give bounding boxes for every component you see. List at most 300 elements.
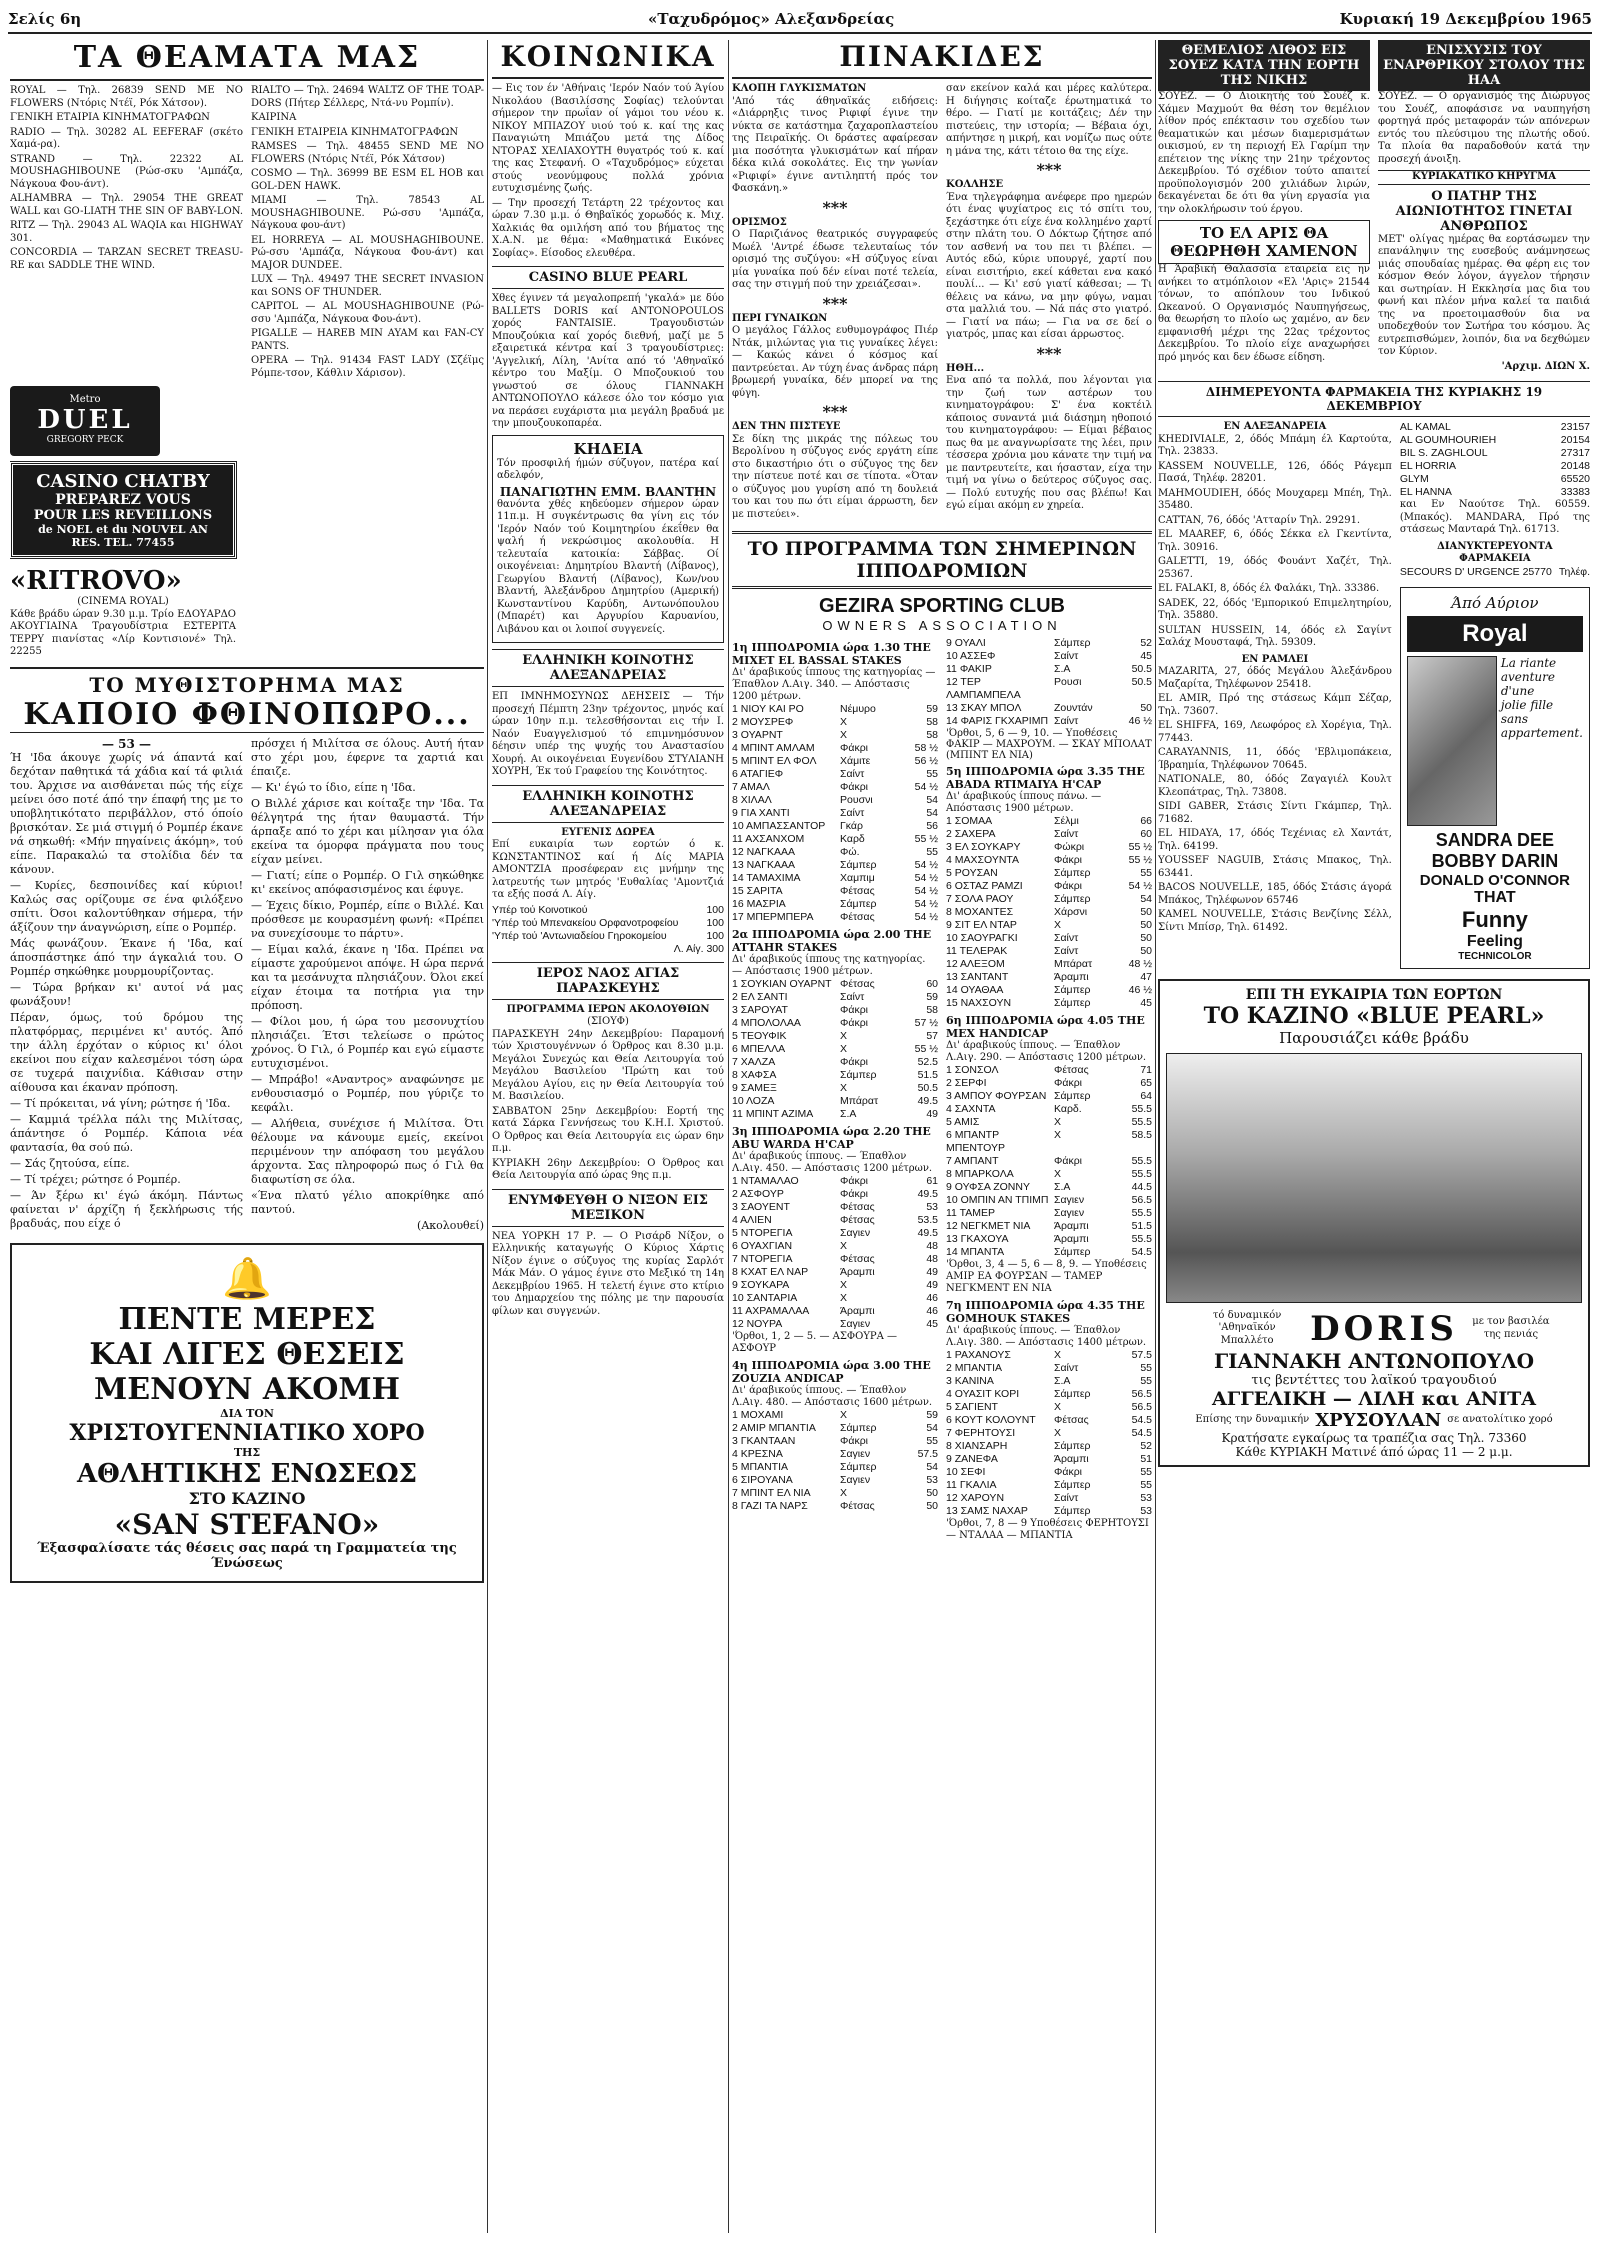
race-entry: 4 ΜΠΙΝΤ ΑΜΛΑΜ Φάκρι 58 ½ [732, 742, 938, 754]
race-entry: 8 ΧΙΑΝΣΑΡΗ Σάμπερ 52 [946, 1440, 1152, 1452]
race-entry: 9 ΣΟΥΚΑΡΑ Χ 49 [732, 1279, 938, 1291]
news-fleet-text: ΣΟΥΕΖ. — Ο οργανισμός της Διώρυγος του Σουέζ, αποφάσισε να ναυπηγήση φορτηγά πρός μεταφοράν τών απόνερων εντός του πλεύσιμου της πλωτής οδού. Τα πλοία θα παραδοθούν κατά την προσεχή άνοιξη. [1378, 91, 1590, 165]
bp-doris-post: με τον βασιλέα της πενιάς [1472, 1316, 1550, 1340]
pharmacy-emergency-label: ΔΙΑΝΥΚΤΕΡΕΥΟΝΤΑ ΦΑΡΜΑΚΕΙΑ [1437, 540, 1553, 564]
casino-ad-line: PREPAREZ VOUS [55, 492, 191, 508]
race-entry: 14 ΜΠΑΝΤΑ Σάμπερ 54.5 [946, 1246, 1152, 1258]
pharmacy-entry: KASSEM NOUVELLE, 126, όδός Ράγεμπ Πασά, Τηλέφ. 28201. [1158, 460, 1392, 484]
dance-ad-line: ΤΗΣ [233, 1445, 261, 1459]
pharmacy-ramleh-label: ΕΝ ΡΑΜΛΕΙ [1241, 653, 1309, 665]
race-entry: 2 ΕΛ ΣΑΝΤΙ Σαίντ 59 [732, 991, 938, 1003]
novel-paragraph: — Τί τρέχει; ρώτησε ό Ρομπέρ. [10, 1172, 181, 1186]
casino-ad-line: CASINO CHATBY [36, 471, 210, 492]
cinema-entry: ΓΕΝΙΚΗ ΕΤΑΙΡΙΑ ΚΙΝΗΜΑΤΟΓΡΑΦΩΝ [10, 112, 210, 123]
film-tagline-line: aventure [1500, 669, 1555, 684]
issue-date: Κυριακή 19 Δεκεμβρίου 1965 [1339, 10, 1592, 28]
cinema-entry: RIALTO — Τηλ. 24694 WALTZ OF THE TOAP-DORS (Πήτερ Σέλλερς, Ντά-νυ Ρομπίν). [251, 85, 484, 109]
social-lecture: — Την προσεχή Τετάρτη 22 τρέχοντος και ώραν 7.30 μ.μ. ό Θηβαϊκός χορωδός κ. Μιχ. Χαλκιάς θα ομιλήση από του βήματος της Χ.Α.Ν. με θέμα: «Μαθηματικά Εικόνες Σοφίας». Είσοδος ελευθέρα. [492, 197, 724, 259]
pharmacy-row: EL HANNA 33383 [1399, 486, 1590, 498]
sermon-signature: 'Αρχιμ. ΔΙΩΝ Χ. [1501, 360, 1590, 372]
race-entry: 8 ΧΙΛΑΛ Ρουσνι 54 [732, 794, 938, 806]
race-entry: 1 ΣΟΥΚΙΑΝ ΟΥΑΡΝΤ Φέτσας 60 [732, 978, 938, 990]
royal-film-ad [1400, 587, 1590, 969]
dance-ad-line: «SAN STEFANO» [114, 1507, 380, 1541]
film-stars [1407, 830, 1583, 962]
pharmacy-right-note: και Εν Ναούτσε Τηλ. 60559. (Μπακός). MANDARA, Πρό της στάσεως Μανταρά Τηλ. 61713. [1399, 499, 1590, 535]
bp-doris: DORIS [1310, 1308, 1458, 1349]
race-entry: 12 ΑΛΕΞΟΜ Μπάρατ 48 ½ [946, 958, 1152, 970]
race-entry: 4 ΣΑΧΝΤΑ Καρδ. 55.5 [946, 1103, 1152, 1115]
novel-paragraph: — Γιατί; είπε ο Ρομπέρ. Ο Γιλ σηκώθηκε κι' εκείνος απόφασισμένος και έφυγε. [251, 868, 484, 896]
novel-paragraph: — Φίλοι μου, ή ώρα του μεσονυχτίου πλησιάζει. Έτσι τελείωσε ο πρώτος χρόνος. Ό Γιλ, ό Ρομπέρ και εγώ είμαστε ευτυχισμένοι. [251, 1014, 484, 1070]
bell-icon: 🔔 [222, 1255, 272, 1302]
news-aris-text: Η Άραβική Θαλασσία εταιρεία εις ην ανήκει το ατμόπλοιον «Ελ 'Αρις» 21544 τόνων, το απόπλουν του Ινδικού Ωκεανού. Ο Οργανισμός Ναυπηγήσεως, θα θεωρήση το πλοίο ως χαμένο, αν δεν εμφανισθή μέχρι της 22ας τρέχοντος Δεκεμβρίου. Το πλοίο είχε αναχωρήσει πρό μηνός και δεν έδωσε είδηση. [1158, 264, 1370, 363]
club-name: GEZIRA SPORTING CLUB [819, 595, 1065, 617]
race-entry: 9 ΣΑΜΕΞ Χ 50.5 [732, 1082, 938, 1094]
column-notes: ΠΙΝΑΚΙΔΕΣ ΚΛΟΠΗ ΓΛΥΚΙΣΜΑΤΩΝ 'Από τάς άθηναϊκάς ειδήσεις: «Διάρρηξις τινος Ριφιφί έγινε την νύκτα σε κατάστημα ζαχαροπλαστείου της Πειραϊκής. Οι δράστες αφαίρεσαν μια ποσότητα γλυκισμάτων καί πήραν δέκα κιλά σοκολάτες. Εις την γωνίαν «Ριφιφί» έγινε αντιληπτή πρός τον Φασκάνη.» *** ΟΡΙΣΜΟΣ Ο Παριζιάνος θεατρικός συγγραφεύς Μωέλ 'Αντρέ έδωσε τελευταίως τόν ορισμό της συζύγου: «Η σύζυγος είναι μία γυναίκα πού δέν είναι ποτέ τελεία, σας την στιγμή πού την χρειάζεσαι». *** ΠΕΡΙ ΓΥΝΑΙΚΩΝ Ο μεγάλος Γάλλος ευθυμογράφος Πιέρ Ντάκ, μιλώντας για τις γυναίκες λέγει: — Κακώς κάνει ό κόσμος καί παντρεύεται. Αν τύχη ένας άνδρας πάρη βρωμερή γυναίκα, δέν μπορεί να της φύγη. *** ΔΕΝ ΤΗΝ ΠΙΣΤΕΥΕ Σε δίκη της μικράς της πόλεως του Βερολίνου η σύζυγος ενός εργάτη είπε στο δικαστήριο ότι ο σύζυγος της δεν την πίστευε ποτέ και σε τίποτα. «Όταν ο σύζυγος μου γυρίση από τη δουλειά του και του πω ότι είμαι άρρωστη, δεν με πιστεύει». σαν εκείνον καλά και μέρες καλύτερα. Η διήγησις κοίταζε έρωτηματικά το θέρο. — Γιατί με κοιτάζεις; Δέν την πιστεύεις, την ιστορία; — Βέβαια όχι, απήντησε η μικρή, και νομίζω πως ούτε η μάνα της, κάτι τέτοιο θα της είχε. *** ΚΟΛΛΗΣΕ Ένα τηλεγράφημα ανέφερε προ ημερών ότι ένας ψυχίατρος εις τό σπίτι του, ξεχάστηκε ότι είχε ένα κολλημένο χαρτί στην πλάτη του. Ο Δόκτωρ ζήτησε από τον ασθενή να του πει τι βλέπει. — Αυτός εδώ, κύριε υπουργέ, χαρτί που είναι εισιτήριο, εκεί κάθεται ενα κακό πουλί... — Κι' εσύ γιατί κάθεσαι; — Τι θέλεις να κάνω, να μην φύγω, ναμαι στα μαλλιά του. — Νά πάς στο γιατρό. — Γιατί να πάω; — Για να σε δεί ο γιατρός, μπας και είσαι άρρωστος. *** ΗΘΗ... Ενα από τα πολλά, που λέγονται για την ζωή των αστέρων του κινηματογράφου: Σ' ένα κοκτέιλ κάποιος συναντά μιά διάσημη ηθοποιό του κινηματογράφου: — Είμαι βέβαιος πως θα με αναγνωρίσατε της λέει, πριν τέσσερα χρόνια μου κάνατε την τιμή να με παντρευτείτε, και ήσασταν, είχα την τιμή να γίνω ο δεύτερος σύζυγος σας. — Πολύ ευτυχής που σας βλέπω! Και εγώ είμαι ακόμη εν χηρεία. ΤΟ ΠΡΟΓΡΑΜΜΑ ΤΩΝ ΣΗΜΕΡΙΝΩΝ ΙΠΠΟΔΡΟΜΙΩΝ GEZIRA SPORTING CLUB OWNERS ASSOCIATION 1η ΙΠΠΟΔΡΟΜΙΑ ώρα 1.30 THE MIXET EL BASSAL STAKES Δι' άραβικούς ίππους της κατηγορίας — Έπαθλον Λ.Αιγ. 340. — Απόστασις 1200 μέτρων. 1 ΝΙΟΥ ΚΑΙ ΡΟ Νέμυρο 59 2 ΜΟΥΣΡΕΦ Χ 58 3 ΟΥΑΡΝΤ Χ 58 4 ΜΠΙΝΤ ΑΜΛΑΜ Φάκρι 58 ½ 5 ΜΠΙΝΤ ΕΛ ΦΟΛ Χάμιτε 56 ½ 6 ΑΤΑΓΙΕΦ Σαίντ 55 7 ΑΜΑΛ Φάκρι 54 ½ 8 ΧΙΛΑΛ Ρουσνι 54 9 ΓΙΑ ΧΑΝΤΙ Σαίντ 54 10 ΑΜΠΑΣΣΑΝΤΟΡ Γκάρ 56 11 ΑΧΣΑΝΧΟΜ Καρδ 55 ½ 12 ΝΑΓΚΑΑΑ Φώ. 55 13 ΝΑΓΚΑΑΑ Σάμπερ 54 ½ 14 ΤΑΜΑΧΙΜΑ Χαμπιμ 54 ½ 15 ΣΑΡΙΤΑ Φέτσας 54 ½ 16 ΜΑΣΡΙΑ Σάμπερ 54 ½ 17 ΜΠΕΡΜΠΕΡΑ Φέτσας 54 ½ 2α ΙΠΠΟΔΡΟΜΙΑ ώρα 2.00 THE ATTAHR STAKES Δι' άραβικούς ίππους της κατηγορίας. — Απόστασις 1900 μέτρων. 1 ΣΟΥΚΙΑΝ ΟΥΑΡΝΤ Φέτσας 60 2 ΕΛ ΣΑΝΤΙ Σαίντ 59 3 ΣΑΡΟΥΑΤ Φάκρι 58 4 ΜΠΟΛΟΛΑΑ Φάκρι 57 ½ 5 ΤΕΟΥΦΙΚ Χ 57 6 ΜΠΕΛΛΑ Χ 55 ½ 7 ΧΑΛΖΑ Φάκρι 52.5 8 ΧΑΦΣΑ Σάμπερ 51.5 9 ΣΑΜΕΞ Χ 50.5 10 ΛΟΖΑ Μπάρατ 49.5 11 ΜΠΙΝΤ ΑΖΙΜΑ Σ.Α 49 3η ΙΠΠΟΔΡΟΜΙΑ ώρα 2.20 THE ABU WARDA H'CAP Δι' άραβικούς ίππους. — Έπαθλον Λ.Αιγ. 450. — Απόστασις 1200 μέτρων. 1 ΝΤΑΜΑΛΑΟ Φάκρι 61 2 ΑΣΦΟΥΡ Φάκρι 49.5 3 ΣΑΟΥΕΝΤ Φέτσας 53 4 ΑΛΙΕΝ Φέτσας 53.5 5 ΝΤΟΡΕΓΙΑ Σαγιεν 49.5 6 ΟΥΑΧΓΙΑΝ Χ 48 7 ΝΤΟΡΕΓΙΑ Φέτσας 48 8 ΚΧΑΤ ΕΛ ΝΑΡ Άραμπι 49 9 ΣΟΥΚΑΡΑ Χ 49 10 ΣΑΝΤΑΡΙΑ Χ 46 11 ΑΧΡΑΜΑΛΑΑ Άραμπι 46 12 ΝΟΥΡΑ Σαγιεν 45 'Όρθοι, 1, 2 — 5. — ΑΣΦΟΥΡΑ — ΑΣΦΟΥΡ 4η ΙΠΠΟΔΡΟΜΙΑ ώρα 3.00 THE ZOUZIA ANDICAP Δι' άραβικούς ίππους. — Έπαθλον Λ.Αιγ. 480. — Απόστασις 1600 μέτρων. 1 ΜΟΧΑΜΙ Χ 59 2 ΑΜΙΡ ΜΠΑΝΤΙΑ Σάμπερ 54 3 ΓΚΑΝΤΑΑΝ Φάκρι 55 4 ΚΡΕΣΝΑ Σαγιεν 57.5 5 ΜΠΑΝΤΙΑ Σάμπερ 54 6 ΣΙΡΟΥΑΝΑ Σαγιεν 53 7 ΜΠΙΝΤ ΕΛ ΝΙΑ Χ 50 8 ΓΑΖΙ ΤΑ ΝΑΡΣ Φέτσας 50 9 ΟΥΑΛΙ Σάμπερ 52 10 ΑΣΣΕΦ Σαίντ 45 11 ΦΑΚΙΡ Σ.Α 50.5 12 ΤΕΡ ΛΑΜΠΑΜΠΕΛΑ Ρουσι 50.5 13 ΣΚΑΥ ΜΠΟΛ Ζουντάν 50 14 ΦΑΡΙΣ ΓΚΧΑΡΙΜΠ Σαίντ 46 ½ 'Όρθοι, 5, 6 — 9, 10. — Υποθέσεις ΦΑΚΙΡ — ΜΑΧΡΟΥΜ. — ΣΚΑΥ ΜΠΟΛΑΤ (ΜΠΙΝΤ ΕΛ ΝΙΑ) 5η ΙΠΠΟΔΡΟΜΙΑ ώρα 3.35 THE ABADA RTIMAIYA H'CAP Δι' άραβικούς ίππους πάνω. — Απόστασις 1900 μέτρων. 1 ΣΟΜΑΑ Σέλμι 66 2 ΣΑΧΕΡΑ Σαίντ 60 3 ΕΛ ΣΟΥΚΑΡΥ Φώκρι 55 ½ 4 ΜΑΧΣΟΥΝΤΑ Φάκρι 55 ½ 5 ΡΟΥΣΑΝ Σάμπερ 55 6 ΟΣΤΑΖ ΡΑΜΖΙ Φάκρι 54 ½ 7 ΣΟΛΑ ΡΑΟΥ Σάμπερ 54 8 ΜΟΧΑΝΤΕΣ Χάρσνι 50 9 ΣΙΤ ΕΛ ΝΤΑΡ Χ 50 10 ΣΑΟΥΡΑΓΚΙ Σαίντ 50 11 ΤΕΛΕΡΑΚ Σαίντ 50 12 ΑΛΕΞΟΜ Μπάρατ 48 ½ 13 ΣΑΝΤΑΝΤ Άραμπι 47 14 ΟΥΑΘΑΑ Σάμπερ 46 ½ 15 ΝΑΧΣΟΥΝ Σάμπερ 45 6η ΙΠΠΟΔΡΟΜΙΑ ώρα 4.05 THE MEX HANDICAP Δι' άραβικούς ίππους. — Έπαθλον Λ.Αιγ. 290. — Απόστασις 1200 μέτρων. 1 ΣΟΝΣΟΛ Φέτσας 71 2 ΣΕΡΦΙ Φάκρι 65 3 ΑΜΠΟΥ ΦΟΥΡΣΑΝ Σάμπερ 64 4 ΣΑΧΝΤΑ Καρδ. 55.5 5 ΑΜΙΣ Χ 55.5 6 ΜΠΑΝΤΡ ΜΠΕΝΤΟΥΡ Χ 58.5 7 ΑΜΠΑΝΤ Φάκρι 55.5 8 ΜΠΑΡΚΟΛΑ Χ 55.5 9 ΟΥΦΣΑ ΖΟΝΝΥ Σ.Α 44.5 10 ΟΜΠΙΝ ΑΝ ΤΠΙΜΠ Σαγιεν 56.5 11 ΤΑΜΕΡ Σαγιεν 55.5 12 ΝΕΓΚΜΕΤ ΝΙΑ Άραμπι 51.5 13 ΓΚΑΧΟΥΑ Άραμπι 55.5 14 ΜΠΑΝΤΑ Σάμπερ 54.5 'Όρθοι, 3, 4 — 5, 6 — 8, 9. — Υποθέσεις ΑΜΙΡ ΕΑ ΦΟΥΡΣΑΝ — ΤΑΜΕΡ ΝΕΓΚΜΕΝΤ ΕΝ ΝΙΑ 7η ΙΠΠΟΔΡΟΜΙΑ ώρα 4.35 THE GOMHOUK STAKES Δι' άραβικούς ίππους. — Έπαθλον Λ.Αιγ. 380. — Απόστασις 1400 μέτρων. 1 ΡΑΧΑΝΟΥΣ Χ 57.5 2 ΜΠΑΝΤΙΑ Σαίντ 55 3 ΚΑΝΙΝΑ Σ.Α 55 4 ΟΥΑΣΙΤ ΚΟΡΙ Σάμπερ 56.5 5 ΣΑΓΙΕΝΤ Χ 56.5 6 ΚΟΥΤ ΚΟΛΟΥΝΤ Φέτσας 54.5 7 ΦΕΡΗΤΟΥΣΙ Χ 54.5 8 ΧΙΑΝΣΑΡΗ Σάμπερ 52 9 ΖΑΝΕΦΑ Άραμπι 51 10 ΣΕΦΙ Φάκρι 55 11 ΓΚΑΛΙΑ Σάμπερ 55 12 ΧΑΡΟΥΝ Σαίντ 53 13 ΣΑΜΣ ΝΑΧΑΡ Σάμπερ 53 'Όρθοι, 7, 8 — 9 Υποθέσεις ΦΕΡΗΤΟΥΣΙ — ΝΤΑΛΑΑ — ΜΠΑΝΤΙΑ [732, 40, 1152, 1541]
race-entry: 14 ΟΥΑΘΑΑ Σάμπερ 46 ½ [946, 984, 1152, 996]
race-entry: 6 ΚΟΥΤ ΚΟΛΟΥΝΤ Φέτσας 54.5 [946, 1414, 1152, 1426]
cinema-entry: MIAMI — Τηλ. 78543 AL MOUSHAGHIBOUNE. Ρώ-σσυ 'Αμπάζα, Νάγκουα φου-άντ) [251, 195, 484, 231]
dance-ad-line: ΠΕΝΤΕ ΜΕΡΕΣ [118, 1301, 376, 1337]
race-entry: 8 ΚΧΑΤ ΕΛ ΝΑΡ Άραμπι 49 [732, 1266, 938, 1278]
social-wedding: — Εις τον έν 'Αθήναις 'Ιερόν Ναόν τού Άγίου Νικολάου (Βασιλίσσης Σοφίας) τελούνται σήμερον την πρωΐαν οί γάμοι του νέου κ. ΝΙΚΟΥ ΜΠΙΑΖΟΥ υιού τού κ. καί της κας Παναγιώτη Μπιάζου μετά της Δίδος ΝΤΟΡΑΣ ΧΕΛΙΑΧΟΥΤΗ θυγατρός τού κ. καί της κας Στεφανή. Ο «Ταχυδρόμος» εύχεται στούς νεονύμφους πολλά χρόνια ευτυχισμένης ζωής. [492, 83, 724, 194]
race-entry: 6 ΟΥΑΧΓΙΑΝ Χ 48 [732, 1240, 938, 1252]
film-tagline-line: sans [1500, 711, 1529, 726]
cinema-entry: EL HORREYA — AL MOUSHAGHIBOUNE. Ρώ-σσυ 'Αμπάζα, Νάγκουα Φου-άντ) και MAJOR DUNDEE. [251, 234, 484, 271]
news-aris-title: ΤΟ ΕΛ ΑΡΙΣ ΘΑ ΘΕΩΡΗΘΗ ΧΑΜΕΝΟΝ [1158, 220, 1370, 264]
nixon-text: ΝΕΑ ΥΟΡΚΗ 17 Ρ. — Ο Ρισάρδ Νίξον, ο Ελληνικής καταγωγής Ο Κύριος Χάρτις Νίξον έγινε ο σύζυγος της κυρίας Σαρλότ Μάκ Μάν. Ο γάμος έγινε στο Μεξικό τη 14η Δεκεμβρίου 1965. Η τελετή έγινε στο κτίριο του Δημαρχείου της πόλης με την παρουσία φίλων και συγγενών. [492, 1230, 724, 1317]
pharmacy-entry: EL FALAKI, 8, όδός έλ Φαλάκι, Τηλ. 33386. [1158, 583, 1380, 594]
donation-row: 'Υπέρ τού 'Αντωνιαδείου Γηροκομείου 100 [492, 929, 724, 942]
cinema-entry: ALHAMBRA — Τηλ. 29054 THE GREAT WALL και GO-LIATH THE SIN OF BABY-LON. [10, 193, 243, 217]
pharmacy-title: ΔΙΗΜΕΡΕΥΟΝΤΑ ΦΑΡΜΑΚΕΙΑ ΤΗΣ ΚΥΡΙΑΚΗΣ 19 ΔΕΚΕΜΒΡΙΟΥ [1158, 381, 1590, 417]
race-entry: 14 ΦΑΡΙΣ ΓΚΧΑΡΙΜΠ Σαίντ 46 ½ [946, 715, 1152, 727]
donation-row: 'Υπέρ τού Μπενακείου Ορφανοτροφείου 100 [492, 916, 724, 929]
race-entry: 11 ΜΠΙΝΤ ΑΖΙΜΑ Σ.Α 49 [732, 1108, 938, 1120]
pharmacy-entry: MAHMOUDIEH, όδός Μουχαρεμ Μπέη, Τηλ. 35480. [1158, 487, 1392, 511]
race-entry: 8 ΧΑΦΣΑ Σάμπερ 51.5 [732, 1069, 938, 1081]
cinema-list-left [10, 85, 243, 382]
pharmacy-entry: EL MAAREF, 6, όδός Σέκκα ελ Γκεντίντα, Τηλ. 30916. [1158, 529, 1392, 553]
donation-text: Επί ευκαιρία των εορτών ό κ. ΚΩΝΣΤΑΝΤΙΝΟΣ καί ή Δίς ΜΑΡΙΑ ΑΜΟΝΤΖΙΑ προσέφεραν εις μνήμην της λατρευτής των μητρός 'Ευθαλίας 'Αμοντζιά τα εξής ποσά Λ. Αίγ. [492, 839, 724, 900]
race-entry: 5 ΡΟΥΣΑΝ Σάμπερ 55 [946, 867, 1152, 879]
film-photo [1407, 656, 1497, 826]
race-entry: 6 ΟΣΤΑΖ ΡΑΜΖΙ Φάκρι 54 ½ [946, 880, 1152, 892]
pharmacy-row: AL KAMAL 23157 [1399, 421, 1590, 433]
note-definition-title: ΟΡΙΣΜΟΣ [732, 216, 787, 228]
masthead [8, 6, 1592, 34]
news-suez-text: ΣΟΥΕΖ. — Ο Διοικητής τού Σουέζ κ. Χάμεν Μαχμούτ θα θέση τον θεμέλιον λίθον πρός επέκτασιν του σχεδίου των θεαματικών και μέσων διαμερισμάτων οικισμού, εν τη περιοχή Ελ Γαρίμπ την επέτειον της νίκης την 21ην τρέχοντος Δεκεμβρίου. Τό σχέδιον τούτο απαιτεί προϋπολογισμόν 200 χιλιάδων λιρών, δεκαγένεται δε ότι θα γίνη εργασία για την ολοκλήρωσιν τού έργου. [1158, 91, 1370, 215]
race-entry: 12 ΝΑΓΚΑΑΑ Φώ. 55 [732, 846, 938, 858]
race-entry: 4 ΑΛΙΕΝ Φέτσας 53.5 [732, 1214, 938, 1226]
film-star-line: THAT [1474, 888, 1516, 906]
film-tagline-line: La riante [1500, 655, 1557, 670]
race-entry: 11 ΓΚΑΛΙΑ Σάμπερ 55 [946, 1479, 1152, 1491]
notes-title: ΠΙΝΑΚΙΔΕΣ [732, 40, 1152, 79]
race-header: 7η ΙΠΠΟΔΡΟΜΙΑ ώρα 4.35 THE GOMHOUK STAKES [946, 1299, 1145, 1325]
race-header: 1η ΙΠΠΟΔΡΟΜΙΑ ώρα 1.30 THE MIXET EL BASSAL STAKES [732, 641, 931, 667]
section-title: ΤΑ ΘΕΑΜΑΤΑ ΜΑΣ [10, 40, 484, 81]
donation-title: ΕΛΛΗΝΙΚΗ ΚΟΙΝΟΤΗΣ ΑΛΕΞΑΝΔΡΕΙΑΣ [492, 785, 724, 823]
race-entry: 2 ΑΣΦΟΥΡ Φάκρι 49.5 [732, 1188, 938, 1200]
race-entry: 10 ΛΟΖΑ Μπάρατ 49.5 [732, 1095, 938, 1107]
race-entry: 7 ΑΜΠΑΝΤ Φάκρι 55.5 [946, 1155, 1152, 1167]
novel-paragraph: «Ένα πλατύ γέλιο αποκρίθηκε από παντού. [251, 1188, 484, 1216]
race-entry: 5 ΜΠΙΝΤ ΕΛ ΦΟΛ Χάμιτε 56 ½ [732, 755, 938, 767]
race-info: Δι' άραβικούς ίππους πάνω. — Απόστασις 1900 μέτρων. [946, 791, 1102, 814]
royal-logo: Royal [1407, 616, 1583, 652]
news-suez-title: ΘΕΜΕΛΙΟΣ ΛΙΘΟΣ ΕΙΣ ΣΟΥΕΖ ΚΑΤΑ ΤΗΝ ΕΟΡΤΗ ΤΗΣ ΝΙΚΗΣ [1158, 40, 1370, 91]
race-entry: 4 ΟΥΑΣΙΤ ΚΟΡΙ Σάμπερ 56.5 [946, 1388, 1152, 1400]
race-entry: 11 ΑΧΡΑΜΑΛΑΑ Άραμπι 46 [732, 1305, 938, 1317]
race-info: Δι' άραβικούς ίππους. — Έπαθλον Λ.Αιγ. 480. — Απόστασις 1600 μέτρων. [732, 1385, 933, 1408]
film-star-line: DONALD O'CONNOR [1419, 871, 1571, 889]
race-note: 'Όρθοι, 1, 2 — 5. — ΑΣΦΟΥΡΑ — ΑΣΦΟΥΡ [732, 1331, 898, 1354]
cinema-list-right [251, 85, 484, 382]
church-program [492, 1029, 724, 1183]
race-entry: 13 ΣΑΝΤΑΝΤ Άραμπι 47 [946, 971, 1152, 983]
casino-ad-line: POUR LES REVEILLONS [33, 508, 213, 523]
note-theft-title: ΚΛΟΠΗ ΓΛΥΚΙΣΜΑΤΩΝ [732, 83, 867, 94]
bp-reserve: Κρατήσατε εγκαίρως τα τραπέζια σας Τηλ. 73360 [1221, 1430, 1527, 1445]
race-entry: 2 ΜΟΥΣΡΕΦ Χ 58 [732, 716, 938, 728]
race-entry: 4 ΚΡΕΣΝΑ Σαγιεν 57.5 [732, 1448, 938, 1460]
bp-chris-post: σε ανατολίτικο χορό [1447, 1413, 1553, 1425]
novel-paragraph: — Καμμιά τρέλλα πάλι της Μιλίτσας, άπάντησε ό Ρομπέρ. Κάποια νέα φαντασία, θα σού πώ. [10, 1112, 243, 1154]
column-social [492, 40, 724, 2233]
pharmacy-alex-label: ΕΝ ΑΛΕΞΑΝΔΡΕΙΑ [1223, 421, 1327, 432]
races-title: ΤΟ ΠΡΟΓΡΑΜΜΑ ΤΩΝ ΣΗΜΕΡΙΝΩΝ ΙΠΠΟΔΡΟΜΙΩΝ [747, 538, 1137, 582]
social-title: ΚΟΙΝΩΝΙΚΑ [492, 40, 724, 79]
cinema-entry: PIGALLE — HAREB MIN AYAM και FAN-CY PANTS. [251, 328, 484, 352]
donation-subtitle: ΕΥΓΕΝΙΣ ΔΩΡΕΑ [561, 826, 655, 838]
bp-doris-pre: τό δυναμικόν 'Αθηναϊκόν Μπαλλέτο [1212, 1309, 1282, 1346]
club-subtitle: OWNERS ASSOCIATION [822, 618, 1062, 633]
novel-paragraph: — Τώρα βρήκαν κι' αυτοί νά μας φωνάξουν! [10, 980, 243, 1008]
note-believe-text: Σε δίκη της μικράς της πόλεως του Βερολίνου η σύζυγος ενός εργάτη είπε στο δικαστήριο ότι ο σύζυγος της δεν την πίστευε ποτέ και σε τίποτα. «Όταν ο σύζυγος μου γυρίση από τη δουλειά του και του πω ότι είμαι άρρωστη, δεν με πιστεύει». [732, 433, 938, 520]
cinema-entry: ΚΑΙΡΙΝΑ [251, 112, 297, 123]
race-entry: 11 ΦΑΚΙΡ Σ.Α 50.5 [946, 663, 1152, 675]
bp-singers: ΑΓΓΕΛΙΚΗ — ΛΙΛΗ και ΑΝΙΤΑ [1211, 1387, 1536, 1410]
duel-star: GREGORY PECK [46, 435, 124, 445]
race-entry: 10 ΣΑΟΥΡΑΓΚΙ Σαίντ 50 [946, 932, 1152, 944]
pharmacy-entry: CARAYANNIS, 11, όδός 'Εβλιμοπάκεια, Ίβραημία, Τηλέφωνον 70645. [1158, 747, 1392, 771]
casino-blue-pearl-text: Χθες έγινεν τά μεγαλοπρεπή 'γκαλά» με δύο BALLETS DORIS καί ANTONOPOULOS χορός FANTAISIE. Τραγουδιστών Μπουζούκια καί χορός διεθνή, μαζί με 5 εξαιρετικά κέντρα καί 3 τραγουδίστριες: 'Αγγελική, Λίλη, 'Ανίτα από τό 'Αθηναϊκό κέντρο του Μαξίμ. Ο Μποζουκιού του γνωστού σε όλους ΓΙΑΝΝΑΚΗ ΑΝΤΩΝΟΠΟΥΛΟ κάλεσε όλο τον κόσμο για να περάσει ευχάριστα μια μεγάλη βραδυά με την μπουζουκοπαρέα. [492, 293, 724, 429]
dance-ad-line: ΚΑΙ ΛΙΓΕΣ ΘΕΣΕΙΣ [89, 1336, 405, 1372]
cinema-entry: RAMSES — Τηλ. 48455 SEND ME NO FLOWERS (Ντόρις Ντέϊ, Ρόκ Χάτσον) [251, 141, 484, 165]
note-women-text: Ο μεγάλος Γάλλος ευθυμογράφος Πιέρ Ντάκ, μιλώντας για τις γυναίκες λέγει: — Κακώς κάνει ό κόσμος καί παντρεύεται. Αν τύχη ένας άνδρας πάρη βρωμερή γυναίκα, δέν μπορεί να της φύγη. [732, 325, 938, 399]
bp-sub: Παρουσιάζει κάθε βράδυ [1279, 1028, 1469, 1047]
race-entry: 8 ΓΑΖΙ ΤΑ ΝΑΡΣ Φέτσας 50 [732, 1500, 938, 1512]
race-note: 'Όρθοι, 3, 4 — 5, 6 — 8, 9. — Υποθέσεις ΑΜΙΡ ΕΑ ΦΟΥΡΣΑΝ — ΤΑΜΕΡ ΝΕΓΚΜΕΝΤ ΕΝ ΝΙΑ [946, 1259, 1147, 1294]
race-entry: 7 ΧΑΛΖΑ Φάκρι 52.5 [732, 1056, 938, 1068]
pharmacy-entry: BACOS NOUVELLE, 185, όδός Στάσις άγορά Μπάκος, Τηλέφωνον 65746 [1158, 882, 1392, 906]
race-entry: 10 ΣΕΦΙ Φάκρι 55 [946, 1466, 1152, 1478]
pharmacy-row: BIL S. ZAGHLOUL 27317 [1399, 447, 1590, 459]
race-note: 'Όρθοι, 7, 8 — 9 Υποθέσεις ΦΕΡΗΤΟΥΣΙ — ΝΤΑΛΑΑ — ΜΠΑΝΤΙΑ [946, 1518, 1149, 1541]
race-entry: 11 ΑΧΣΑΝΧΟΜ Καρδ 55 ½ [732, 833, 938, 845]
note-stuck-title: ΚΟΛΛΗΣΕ [946, 179, 1004, 190]
novel-paragraph: — Έχεις δίκιο, Ρομπέρ, είπε ο Βιλλέ. Και πρόσθεσε με κουρασμένη φωνή: «Πρέπει να συνεχίσουμε το πάρτυ». [251, 898, 484, 940]
race-entry: 2 ΑΜΙΡ ΜΠΑΝΤΙΑ Σάμπερ 54 [732, 1422, 938, 1434]
church-subtitle: ΠΡΟΓΡΑΜΜΑ ΙΕΡΩΝ ΑΚΟΛΟΥΘΙΩΝ [506, 1003, 710, 1015]
bp-songs: τις βεντέττες του λαϊκού τραγουδιού [1251, 1372, 1497, 1388]
church-location: (ΣΙΟΥΦ) [587, 1016, 629, 1027]
cinema-entry: CONCORDIA — TARZAN SECRET TREASU-RE και SADDLE THE WIND. [10, 247, 243, 271]
race-entry: 6 ΑΤΑΓΙΕΦ Σαίντ 55 [732, 768, 938, 780]
race-entry: 16 ΜΑΣΡΙΑ Σάμπερ 54 ½ [732, 898, 938, 910]
funeral-name: ΠΑΝΑΓΙΩΤΗΝ ΕΜΜ. ΒΛΑΝΤΗΝ [499, 484, 717, 499]
cinema-entry: OPERA — Τηλ. 91434 FAST LADY (Σζέϊμς Ρόμπε-τσον, Κάθλιν Χάρισον). [251, 355, 484, 379]
novel-paragraph: — Άν ξέρω κι' έγώ άκόμη. Πάντως φαίνεται ν' άρχίζη ή ξεκλήρωσις τής βραδυάς, που είχε ό [10, 1188, 243, 1230]
novel-text-a [10, 751, 243, 1231]
race-entry: 5 ΜΠΑΝΤΙΑ Σάμπερ 54 [732, 1461, 938, 1473]
race-entry: 6 ΜΠΑΝΤΡ ΜΠΕΝΤΟΥΡ Χ 58.5 [946, 1129, 1152, 1154]
race-entry: 11 ΤΑΜΕΡ Σαγιεν 55.5 [946, 1207, 1152, 1219]
dance-ad-line: ΔΙΑ ΤΟΝ [220, 1406, 274, 1420]
funeral-intro: Τόν προσφιλή ήμών σύζυγον, πατέρα καί αδελφόν, [497, 457, 719, 481]
bp-top: ΕΠΙ ΤΗ ΕΥΚΑΙΡΙΑ ΤΩΝ ΕΟΡΤΩΝ [1245, 986, 1503, 1003]
race-entry: 9 ΟΥΦΣΑ ΖΟΝΝΥ Σ.Α 44.5 [946, 1181, 1152, 1193]
novel-continued: (Ακολουθεί) [417, 1218, 484, 1232]
casino-chatby-ad [10, 462, 236, 558]
cinema-entry: LUX — Τηλ. 49497 THE SECRET INVASION και SONS OF THUNDER. [251, 274, 484, 298]
races-right [946, 637, 1152, 1542]
race-entry: 17 ΜΠΕΡΜΠΕΡΑ Φέτσας 54 ½ [732, 911, 938, 923]
novel-paragraph: — Αλήθεια, συνέχισε ή Μιλίτσα. Ότι θέλουμε να κάνουμε εμείς, εκείνοι περιμένουν την απόφαση του μεγάλου άρχοντα. Σας πληροφορώ πως ό Γιλ θα διαφωτίση σε όλα. [251, 1116, 484, 1186]
race-entry: 3 ΟΥΑΡΝΤ Χ 58 [732, 729, 938, 741]
race-entry: 5 ΣΑΓΙΕΝΤ Χ 56.5 [946, 1401, 1152, 1413]
race-entry: 5 ΤΕΟΥΦΙΚ Χ 57 [732, 1030, 938, 1042]
novel-paragraph: Ή 'Ιδα άκουγε χωρίς νά άπαντά καί δεχόταν παθητικά τά χάδια καί τά φιλιά του. Άρχισε να αισθάνεται πώς τής είχε μείνει όσο ποτέ άπό την έπαφή της με το υποβλητικότατο περιβάλλον, στό όποίο βρισκόταν. Σε μιά στιγμή ό Ρομπέρ έκανε νά σηκωθή: «Μήν πηγαίνεις άκόμη», τού είπε. Παρακαλώ τα στολίδια δέν τα κάνουν. [10, 750, 243, 876]
pharmacy-row: GLYM 65520 [1399, 473, 1590, 485]
dance-ad-line: ΣΤΟ ΚΑΖΙΝΟ [188, 1488, 306, 1508]
metro-logo: Metro [69, 394, 101, 405]
race-entry: 1 ΝΤΑΜΑΛΑΟ Φάκρι 61 [732, 1175, 938, 1187]
film-star-line: TECHNICOLOR [1458, 950, 1532, 962]
pharmacy-right-list [1400, 421, 1590, 499]
bp-gian: ΓΙΑΝΝΑΚΗ ΑΝΤΩΝΟΠΟΥΛΟ [1213, 1348, 1535, 1373]
race-entry: 9 ΖΑΝΕΦΑ Άραμπι 51 [946, 1453, 1152, 1465]
novel-paragraph: Πέραν, όμως, τού δρόμου της πλατφόρμας, περιμένει κι' αυτός. Άπό την άλλη έρχόταν ο κύριος κι' όλοι εκείνοι που είχαν καλεσμένοι τόση ώρα σε τυχερά παιχνίδια. Κάθισαν στην αίθουσα και έκαναν πρόποση. [10, 1010, 243, 1094]
race-entry: 1 ΣΟΝΣΟΛ Φέτσας 71 [946, 1064, 1152, 1076]
film-tagline-line: jolie fille [1500, 697, 1554, 712]
novel-paragraph: — Κι' έγώ το ίδιο, είπε η 'Ιδα. [251, 780, 416, 794]
race-entry: 2 ΣΑΧΕΡΑ Σαίντ 60 [946, 828, 1152, 840]
race-note: 'Όρθοι, 5, 6 — 9, 10. — Υποθέσεις ΦΑΚΙΡ — ΜΑΧΡΟΥΜ. — ΣΚΑΥ ΜΠΟΛΑΤ (ΜΠΙΝΤ ΕΛ ΝΙΑ) [946, 728, 1152, 761]
novel-paragraph: — Τί πρόκειται, νά γίνη; ρώτησε ή 'Ιδα. [10, 1096, 231, 1110]
pharmacy-entry: GALETTI, 19, όδός Φουάντ Χαζέτ, Τηλ. 25367. [1158, 556, 1392, 580]
pharmacy-entry: CATTAN, 76, όδός 'Ατταρίν Τηλ. 29291. [1158, 514, 1361, 526]
news-fleet-title: ΕΝΙΣΧΥΣΙΣ ΤΟΥ ΕΝΑΡΘΡΙΚΟΥ ΣΤΟΛΟΥ ΤΗΣ ΗΑΑ [1378, 40, 1590, 91]
pharmacy-entry: NATIONALE, 80, όδός Ζαγαγιέλ Κουλτ Κλεοπάτρας, Τηλ. 73808. [1158, 774, 1392, 798]
race-entry: 12 ΝΕΓΚΜΕΤ ΝΙΑ Άραμπι 51.5 [946, 1220, 1152, 1232]
race-entry: 3 ΣΑΟΥΕΝΤ Φέτσας 53 [732, 1201, 938, 1213]
race-entry: 4 ΜΑΧΣΟΥΝΤΑ Φάκρι 55 ½ [946, 854, 1152, 866]
cinema-entry: CAPITOL — AL MOUSHAGHIBOUNE (Ρώ-σσυ 'Αμπάζα, Νάγκουα Φου-άντ). [251, 301, 484, 325]
sermon-text: ΜΕΤ' ολίγας ημέρας θα εορτάσωμεν την επανάληψιν της ευσεβούς ανάμνησεως μιάς σπουδαίας ημέρας. Θα φέρη εις τον κόσμον Θεόν λόγον, άγγελον τήρησιν και σωτηρίαν. Η Εκκλησία μας δια του φωνή και πλέον μήνα καλεί τα παιδιά της να προετοιμασθούν δια να υποδεχθούν τον Σωτήρα του κόσμου. Άς ευτρεπισθώμεν, λοιπόν, δια να δεχθώμεν τον Κύριον. [1378, 233, 1590, 357]
film-tagline-line: appartement. [1500, 725, 1583, 740]
church-program-item: ΠΑΡΑΣΚΕΥΗ 24ην Δεκεμβρίου: Παραμονή τών Χριστουγέννων ό Όρθρος και 8.30 μ.μ. Μεγάλοι Συνεχώς και Θεία Λειτουργία τού Μεγάλου Βασιλείου 'Πρώτη και τού Μεγάλου Αγίου, εις ην Θεία Λειτουργία τού Μ. Βασιλείου. [492, 1028, 724, 1102]
column-entertainment [10, 40, 484, 2233]
bp-chris: ΧΡΥΣΟΥΛΑΝ [1315, 1409, 1442, 1431]
funeral-title: ΚΗΔΕΙΑ [573, 439, 643, 458]
race-entry: 14 ΤΑΜΑΧΙΜΑ Χαμπιμ 54 ½ [732, 872, 938, 884]
bp-name: ΤΟ ΚΑΖΙΝΟ «BLUE PEARL» [1203, 1002, 1545, 1029]
note-definition-text: Ο Παριζιάνος θεατρικός συγγραφεύς Μωέλ 'Αντρέ έδωσε τελευταίως τόν ορισμό της συζύγου: «Η σύζυγος είναι μία γυναίκα πού δέν είναι ποτέ τελεία, σας την στιγμή πού την χρειάζεσαι». [732, 229, 938, 290]
races-left [732, 637, 938, 1542]
race-entry: 10 ΑΜΠΑΣΣΑΝΤΟΡ Γκάρ 56 [732, 820, 938, 832]
pharmacy-row: AL GOUMHOURIEH 20154 [1399, 434, 1590, 446]
cinema-entry: ROYAL — Τηλ. 26839 SEND ME NO FLOWERS (Ντόρις Ντέϊ, Ρόκ Χάτσον). [10, 85, 243, 109]
race-entry: 7 ΑΜΑΛ Φάκρι 54 ½ [732, 781, 938, 793]
race-entry: 5 ΑΜΙΣ Χ 55.5 [946, 1116, 1152, 1128]
donation-row: Λ. Αίγ. 300 [673, 942, 724, 955]
novel-text-b [251, 737, 484, 1217]
pharmacy-emergency-line: SECOURS D' URGENCE 25770 [1399, 565, 1552, 578]
race-header: 3η ΙΠΠΟΔΡΟΜΙΑ ώρα 2.20 THE ABU WARDA H'CAP [732, 1125, 931, 1151]
film-star-line: Feeling [1466, 932, 1523, 950]
novel-section-title: ΤΟ ΜΥΘΙΣΤΟΡΗΜΑ ΜΑΣ [89, 672, 405, 697]
race-info: Δι' άραβικούς ίππους. — Έπαθλον Λ.Αιγ. 290. — Απόστασις 1200 μέτρων. [946, 1040, 1147, 1063]
race-entry: 5 ΝΤΟΡΕΓΙΑ Σαγιεν 49.5 [732, 1227, 938, 1239]
note-morals-text: Ενα από τα πολλά, που λέγονται για την ζωή των αστέρων του κινηματογράφου: Σ' ένα κοκτέιλ κάποιος συναντά μιά διάσημη ηθοποιό του κινηματογράφου: — Είμαι βέβαιος πως θα με αναγνωρίσατε της λέει, πριν τέσσερα χρόνια μου κάνατε την τιμή να με παντρευτείτε, και ήσασταν, είχα την τιμή να γίνω ο δεύτερος σύζυγος σας. — Πολύ ευτυχής που σας βλέπω! Και εγώ είμαι ακόμη εν χηρεία. [946, 375, 1152, 511]
race-entry: 13 ΝΑΓΚΑΑΑ Σάμπερ 54 ½ [732, 859, 938, 871]
race-entry: 11 ΤΕΛΕΡΑΚ Σαίντ 50 [946, 945, 1152, 957]
race-entry: 3 ΣΑΡΟΥΑΤ Φάκρι 58 [732, 1004, 938, 1016]
note-morals-title: ΗΘΗ... [946, 362, 985, 374]
nixon-title: ΕΝΥΜΦΕΥΘΗ Ο ΝΙΞΟΝ ΕΙΣ ΜΕΞΙΚΟΝ [492, 1189, 724, 1227]
dance-ad-line: ΑΘΛΗΤΙΚΗΣ ΕΝΩΣΕΩΣ [76, 1458, 418, 1489]
race-entry: 9 ΟΥΑΛΙ Σάμπερ 52 [946, 637, 1152, 649]
christmas-dance-ad [10, 1243, 484, 1583]
race-entry: 1 ΣΟΜΑΑ Σέλμι 66 [946, 815, 1152, 827]
bp-sunday: Κάθε ΚΥΡΙΑΚΗ Ματινέ άπό ώρας 11 — 2 μ.μ. [1235, 1444, 1513, 1459]
community-text: ΕΠ ΙΜΝΗΜΟΣΥΝΩΣ ΔΕΗΣΕΙΣ — Τήν προσεχή Πέμπτη 23ην τρέχοντος, μηνός καί ώραν 10ην π.μ. τελεσθήσονται εις τήν Ι. Ναόν Ευαγγελισμού τό επιμνημόσυνον δέησιν υπέρ της ψυχής του Αναστασίου Χουρή. Αι οικογένειαι Ευγενίδου ΣΤΥΛΙΑΝΗ ΧΟΥΡΗ, Έκ τού Γραφείου της Κοινότητος. [492, 691, 724, 777]
church-title: ΙΕΡΟΣ ΝΑΟΣ ΑΓΙΑΣ ΠΑΡΑΣΚΕΥΗΣ [492, 962, 724, 1000]
note-believe-title: ΔΕΝ ΤΗΝ ΠΙΣΤΕΥΕ [732, 421, 841, 432]
page-number: Σελίς 6η [8, 10, 82, 28]
pharmacy-entry: SULTAN HUSSEIN, 14, όδός ελ Σαγίντ Σαλάχ Μουσταφά, Τηλ. 59309. [1158, 624, 1392, 648]
pharmacy-row: EL HORRIA 20148 [1399, 460, 1590, 472]
donation-row: Υπέρ τού Κοινοτικού 100 [492, 903, 724, 916]
race-entry: 10 ΑΣΣΕΦ Σαίντ 45 [946, 650, 1152, 662]
pharmacy-entry: EL SHIFFA, 169, Λεωφόρος ελ Χορέγια, Τηλ. 77443. [1158, 720, 1392, 744]
note-theft-text: 'Από τάς άθηναϊκάς ειδήσεις: «Διάρρηξις τινος Ριφιφί έγινε την νύκτα σε κατάστημα ζαχαροπλαστείου της Πειραϊκής. Οι δράστες αφαίρεσαν μια ποσότητα γλυκισμάτων καί πήραν δέκα κιλά σοκολάτες. Εις την γωνίαν «Ριφιφί» έγινε αντιληπτή πρός τον Φασκάνη.» [732, 95, 938, 194]
pharmacy-emergency-tel: Τηλέφ. [1558, 565, 1590, 578]
dance-ad-line: Έξασφαλίσατε τάς θέσεις σας παρά τη Γραμματεία της Ένώσεως [37, 1540, 457, 1571]
race-entry: 3 ΓΚΑΝΤΑΑΝ Φάκρι 55 [732, 1435, 938, 1447]
race-entry: 9 ΓΙΑ ΧΑΝΤΙ Σαίντ 54 [732, 807, 938, 819]
pharmacy-entry: SADEK, 22, όδός 'Εμπορικού Επιμελητηρίου, Τηλ. 35880. [1158, 597, 1392, 621]
race-entry: 1 ΝΙΟΥ ΚΑΙ ΡΟ Νέμυρο 59 [732, 703, 938, 715]
race-entry: 8 ΜΠΑΡΚΟΛΑ Χ 55.5 [946, 1168, 1152, 1180]
cinema-entry: RADIO — Τηλ. 30282 AL EEFERAF (σκέτο Χαμά-ρα). [10, 126, 243, 150]
race-entry: 7 ΜΠΙΝΤ ΕΛ ΝΙΑ Χ 50 [732, 1487, 938, 1499]
note-stuck-text: Ένα τηλεγράφημα ανέφερε προ ημερών ότι ένας ψυχίατρος εις τό σπίτι του, ξεχάστηκε ότι είχε ένα κολλημένο χαρτί στην πλάτη του. Ο Δόκτωρ ζήτησε από τον ασθενή να του πει τι βλέπει. — Αυτός εδώ, κύριε υπουργέ, χαρτί που είναι εισιτήριο, εκεί κάθεται ενα κακό πουλί... — Κι' εσύ γιατί κάθεσαι; — Τι θέλεις να κάνω, να μην φύγω, ναμαι στα μαλλιά του. — Νά πάς στο γιατρό. — Γιατί να πάω; — Για να σε δεί ο γιατρός, μπας και είσαι άρρωστος. [946, 191, 1152, 340]
race-header: 2α ΙΠΠΟΔΡΟΜΙΑ ώρα 2.00 THE ATTAHR STAKES [732, 928, 932, 954]
duel-ad [10, 386, 160, 456]
novel-paragraph: Μάς φωνάζουν. Έκανε ή 'Ιδα, καί άποσπάστηκε άπό την άγκαλιά του. Ο Ρομπέρ σηκώθηκε μουρμουρίζοντας. [10, 936, 243, 978]
duel-title: DUEL [37, 405, 133, 435]
cinema-entry: ΓΕΝΙΚΗ ΕΤΑΙΡΕΙΑ ΚΙΝΗΜΑΤΟΓΡΑΦΩΝ [251, 126, 459, 138]
bp-also: Επίσης την δυναμικήν [1195, 1413, 1310, 1425]
cinema-entry: RITZ — Τηλ. 29043 AL WAQIA και HIGHWAY 301. [10, 220, 243, 244]
race-header: 4η ΙΠΠΟΔΡΟΜΙΑ ώρα 3.00 THE ZOUZIA ANDICAP [732, 1359, 931, 1385]
race-entry: 12 ΝΟΥΡΑ Σαγιεν 45 [732, 1318, 938, 1330]
casino-ad-line: RES. TEL. 77455 [71, 536, 175, 549]
race-entry: 1 ΜΟΧΑΜΙ Χ 59 [732, 1409, 938, 1421]
novel-paragraph: — Μπράβο! «Αναντρος» αναφώνησε με ενθουσιασμό ο Ρομπέρ, που γύριζε το κεφάλι. [251, 1072, 484, 1114]
pharmacy-entry: KAMEL NOUVELLE, Στάσις Βενζίνης Σέλλ, Σίντι Μπίσρ, Τηλ. 61492. [1158, 909, 1392, 933]
race-header: 6η ΙΠΠΟΔΡΟΜΙΑ ώρα 4.05 THE MEX HANDICAP [946, 1014, 1145, 1040]
novel-paragraph: πρόσχει ή Μιλίτσα σε όλους. Αυτή ήταν στο χέρι μου, έφερνε τα χαρτιά και έπαιζε. [251, 736, 484, 778]
dance-ad-line: ΜΕΝΟΥΝ ΑΚΟΜΗ [94, 1371, 400, 1407]
film-tagline [1501, 656, 1583, 826]
race-entry: 3 ΑΜΠΟΥ ΦΟΥΡΣΑΝ Σάμπερ 64 [946, 1090, 1152, 1102]
film-star-line: Funny [1461, 906, 1528, 932]
novel-paragraph: — Κυρίες, δεσποινίδες καί κύριοι! Καλώς σας ορίζουμε σε ένα φιλόξενο σπίτι. Όσοι καλοντύθηκαν σήμερα, τήν άξίζουν την άναγνώριση, είπε ο Ρομπέρ. [10, 878, 243, 934]
film-star-line: BOBBY DARIN [1431, 850, 1559, 871]
race-entry: 3 ΕΛ ΣΟΥΚΑΡΥ Φώκρι 55 ½ [946, 841, 1152, 853]
dancers-photo [1166, 1053, 1582, 1303]
ritrovo-title: «RITROVO» [10, 566, 182, 596]
sermon-title: Ο ΠΑΤΗΡ ΤΗΣ ΑΙΩΝΙΟΤΗΤΟΣ ΓΙΝΕΤΑΙ ΑΝΘΡΩΠΟΣ [1395, 188, 1573, 234]
novel-paragraph: — Είμαι καλά, έκανε η 'Ιδα. Πρέπει να είμαστε χαρούμενοι απόψε. Η ώρα περνά και τα μεσάνυχτα πλησιάζουν. Όλοι εκεί είχαν έτοιμα τα ποτήρια για την πρόποση. [251, 942, 484, 1012]
race-info: Δι' άραβικούς ίππους. — Έπαθλον Λ.Αιγ. 450. — Απόστασις 1200 μέτρων. [732, 1151, 933, 1174]
pharmacy-entry: YOUSSEF NAGUIB, Στάσις Μπακος, Τηλ. 63441. [1158, 855, 1392, 879]
race-entry: 10 ΣΑΝΤΑΡΙΑ Χ 46 [732, 1292, 938, 1304]
novel-paragraph: — Σάς ζητούσα, είπε. [10, 1156, 130, 1170]
casino-blue-pearl-title: CASINO BLUE PEARL [492, 266, 724, 289]
race-entry: 7 ΦΕΡΗΤΟΥΣΙ Χ 54.5 [946, 1427, 1152, 1439]
race-entry: 2 ΣΕΡΦΙ Φάκρι 65 [946, 1077, 1152, 1089]
race-info: Δι' άραβικούς ίππους. — Έπαθλον Λ.Αιγ. 380. — Απόστασις 1400 μέτρων. [946, 1325, 1147, 1348]
race-entry: 6 ΜΠΕΛΛΑ Χ 55 ½ [732, 1043, 938, 1055]
race-entry: 15 ΝΑΧΣΟΥΝ Σάμπερ 45 [946, 997, 1152, 1009]
race-entry: 3 ΚΑΝΙΝΑ Σ.Α 55 [946, 1375, 1152, 1387]
cinema-entry: STRAND — Τηλ. 22322 AL MOUSHAGHIBOUNE (Ρώσ-σκυ 'Αμπάζα, Νάγκουα Φου-άντ). [10, 153, 243, 190]
race-entry: 13 ΣΑΜΣ ΝΑΧΑΡ Σάμπερ 53 [946, 1505, 1152, 1517]
pharmacy-entry: EL AMIR, Πρό της στάσεως Κάμπ Σέζαρ, Τηλ. 73607. [1158, 693, 1392, 717]
race-entry: 4 ΜΠΟΛΟΛΑΑ Φάκρι 57 ½ [732, 1017, 938, 1029]
cinema-entry: COSMO — Τηλ. 36999 BE ESM EL HOB και GOL-DEN HAWK. [251, 168, 484, 192]
pharmacy-entry: MAZARITA, 27, όδός Μεγάλου Άλεξάνδρου Μαζαρίτα, Τηλέφωνον 25418. [1158, 666, 1392, 690]
pharmacy-entry: SIDI GABER, Στάσις Σίντι Γκάμπερ, Τηλ. 71682. [1158, 801, 1392, 825]
newspaper-name: «Ταχυδρόμος» Αλεξανδρείας [648, 10, 895, 28]
race-entry: 13 ΣΚΑΥ ΜΠΟΛ Ζουντάν 50 [946, 702, 1152, 714]
race-entry: 9 ΣΙΤ ΕΛ ΝΤΑΡ Χ 50 [946, 919, 1152, 931]
funeral-notice [492, 435, 724, 644]
blue-pearl-ad [1158, 979, 1590, 1467]
donation-items [492, 904, 724, 956]
race-entry: 12 ΧΑΡΟΥΝ Σαίντ 53 [946, 1492, 1152, 1504]
community-title: ΕΛΛΗΝΙΚΗ ΚΟΙΝΟΤΗΣ ΑΛΕΞΑΝΔΡΕΙΑΣ [492, 649, 724, 687]
dance-ad-line: ΧΡΙΣΤΟΥΓΕΝΝΙΑΤΙΚΟ ΧΟΡΟ [69, 1419, 425, 1446]
race-entry: 7 ΝΤΟΡΕΓΙΑ Φέτσας 48 [732, 1253, 938, 1265]
race-entry: 10 ΟΜΠΙΝ ΑΝ ΤΠΙΜΠ Σαγιεν 56.5 [946, 1194, 1152, 1206]
race-info: Δι' άραβικούς ίππους της κατηγορίας — Έπαθλον Λ.Αιγ. 340. — Απόστασις 1200 μέτρων. [732, 667, 936, 702]
column-news [1158, 40, 1590, 2233]
race-entry: 12 ΤΕΡ ΛΑΜΠΑΜΠΕΛΑ Ρουσι 50.5 [946, 676, 1152, 701]
ritrovo-subtitle: (CINEMA ROYAL) [77, 596, 169, 607]
sermon-label: ΚΥΡΙΑΚΑΤΙΚΟ ΚΗΡΥΓΜΑ [1378, 170, 1590, 185]
race-info: Δι' άραβικούς ίππους της κατηγορίας. — Απόστασις 1900 μέτρων. [732, 954, 926, 977]
pharmacy-entry: KHEDIVIALE, 2, όδός Μπάμη έλ Καρτούτα, Τηλ. 23833. [1158, 433, 1392, 457]
race-header: 5η ΙΠΠΟΔΡΟΜΙΑ ώρα 3.35 THE ABADA RTIMAIYA H'CAP [946, 765, 1145, 791]
race-entry: 7 ΣΟΛΑ ΡΑΟΥ Σάμπερ 54 [946, 893, 1152, 905]
